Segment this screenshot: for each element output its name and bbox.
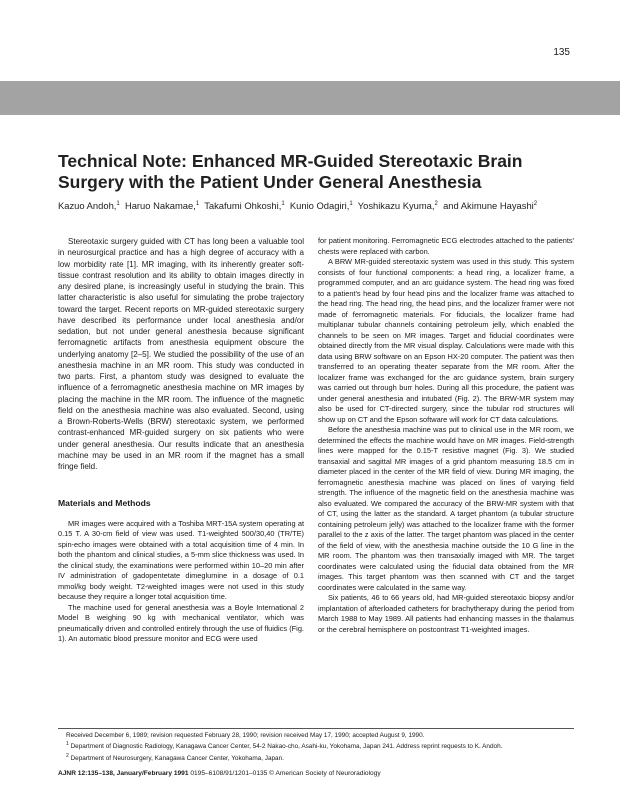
body-paragraph: for patient monitoring. Ferromagnetic ECG electrodes attached to the patients' chests were replaced with carbon. [318, 236, 574, 256]
section-heading: Materials and Methods [58, 498, 151, 509]
affiliation-note: $^2$ Department of Neurosurgery, Kanagawa Cancer Center, Yokohama, Japan. [66, 752, 284, 762]
body-paragraph: Six patients, 46 to 66 years old, had MR-guided stereotaxic biopsy and/or implantation of afterloaded catheters for brachytherapy during the period from March 1988 to May 1989. All patients had enhancing masses in the thalamus or the cerebral hemisphere on postcontrast T1-weighted images. [318, 593, 574, 634]
body-paragraph: MR images were acquired with a Toshiba MRT-15A system operating at 0.15 T. A 30-cm field of view was used. T1-weighted 500/30,40 (TR/TE) spin-echo images were obtained with a total acquisition time of 4 min. In both the phantom and clinical studies, a 5-mm slice thickness was used. In the clinical study, the examinations were performed within 10–20 min after IV administration of gadopentetate dimeglumine in a dosage of 0.1 mmol/kg body weight. T2-weighted images were not used in this study because they require a longer total acquisition time. [58, 518, 304, 602]
page-number: 135 [553, 47, 570, 58]
body-paragraph: A BRW MR-guided stereotaxic system was used in this study. This system consists of four functional components: a head ring, a localizer frame, a programmed computer, and an arc guidance system. The head ring was fixed to a patient's head by four head pins and the localizer frame was attached to the head ring. The head ring, the head pins, and the localizer framer were not made of ferromagnetic materials. For fiducials, the localizer frame had multiplanar tubular channels containing petroleum jelly, which enabled the channels to be seen on MR images. Target and fiducial coordinates were obtained directly from the MR visual display. Calculations were made with this data using BRW software on an Epson HX-20 computer. The patient was then transferred to an operating theater separate from the MR room. After the localizer frame was exchanged for the arc guidance system, brain surgery was carried out through burr holes. During all this procedure, the patient was under general anesthesia and intubated (Fig. 2). The BRW-MR system may also be used for CT-directed surgery, since the tubular rod structures will show up on CT and the Epson software will work for CT data calculations. [318, 257, 574, 424]
author: Kazuo Andoh,$^1$ [58, 200, 120, 211]
right-column [318, 236, 574, 635]
body-paragraph: The machine used for general anesthesia was a Boyle International 2 Model B weighing 90 kg with mechanical ventilator, which was pneumatically driven and controlled entirely through the use of fluidics (Fig. 1). An automatic blood pressure monitor and ECG were used [58, 602, 304, 644]
left-column [58, 236, 304, 645]
received-note: Received December 6, 1989; revision requested February 28, 1990; revision received May 17, 1990; accepted August 9, 1990. [66, 732, 425, 739]
author: Haruo Nakamae,$^1$ [124, 200, 200, 211]
footnotes [58, 728, 574, 763]
author-list [58, 200, 578, 211]
author: Yoshikazu Kyuma,$^2$ [357, 200, 438, 211]
issn-copyright: 0195–6108/91/1201–0135 © American Society of Neuroradiology [190, 770, 381, 777]
author: and Akimune Hayashi$^2$ [443, 200, 538, 211]
author: Takafumi Ohkoshi,$^1$ [204, 200, 285, 211]
journal-reference: AJNR 12:135–138, January/February 1991 [58, 770, 189, 777]
journal-citation [58, 770, 578, 777]
intro-paragraph: Stereotaxic surgery guided with CT has long been a valuable tool in neurosurgical practice and has a high degree of accuracy with a low morbidity rate [1]. MR imaging, with its inherently greater soft-tissue contrast resolution and its ability to obtain images directly in any desired plane, is increasingly useful in studying the brain. This latter characteristic is also useful for simulating the probe trajectory toward the target. Recent reports on MR-guided stereotaxic surgery have described its performance under local anesthesia and/or sedation, but not under general anesthesia because significant ferromagnetic artifacts from anesthesia equipment obscure the underlying anatomy [2–5]. We studied the possibility of the use of an anesthesia machine in an MR room. This study was conducted in two parts. First, a phantom study was designed to evaluate the influence of a ferromagnetic anesthesia machine on MR images by placing the machine in the MR room. The influence of the magnetic field on the anesthesia machine was also evaluated. Second, using a Brown-Roberts-Wells (BRW) stereotaxic system, we performed contrast-enhanced MR-guided surgery on six patients who were under general anesthesia. Our results indicate that an anesthesia machine may be used in an MR room if the magnet has a small fringe field. [58, 237, 304, 471]
header-banner [0, 81, 620, 115]
article-title: Technical Note: Enhanced MR-Guided Stereotaxic Brain Surgery with the Patient Under General Anesthesia [58, 151, 523, 192]
body-paragraph: Before the anesthesia machine was put to clinical use in the MR room, we determined the effects the machine would have on MR images. Field-strength lines were mapped for the 0.15-T resistive magnet (Fig. 3). We studied transaxial and sagittal MR images of a grid phantom measuring 18.5 cm in diameter placed in the center of the MR field of view. During MR imaging, the ferromagnetic anesthesia machine was placed on lines of varying field strength. The influence of the magnetic field on the anesthesia machine was also evaluated. We compared the accuracy of the BRW-MR system with that of CT, using the latter as the standard. A target phantom (a tubular structure containing petroleum jelly) was attached to the localizer frame with the former parallel to the z axis of the latter. The target phantom was placed in the center of the field of view, with the anesthesia machine outside the 10 G line in the MR room. The phantom was then transaxially imaged with MR. The target coordinates were calculated using the fiducial data obtained from the MR images. This target phantom was then scanned with CT and the target coordinates were calculated in the same way. [318, 425, 574, 592]
author: Kunio Odagiri,$^1$ [289, 200, 353, 211]
affiliation-note: $^1$ Department of Diagnostic Radiology, Kanagawa Cancer Center, 54-2 Nakao-cho, Asahi-ku, Yokohama, Japan 241. Address reprint requests to K. Andoh. [66, 741, 503, 751]
